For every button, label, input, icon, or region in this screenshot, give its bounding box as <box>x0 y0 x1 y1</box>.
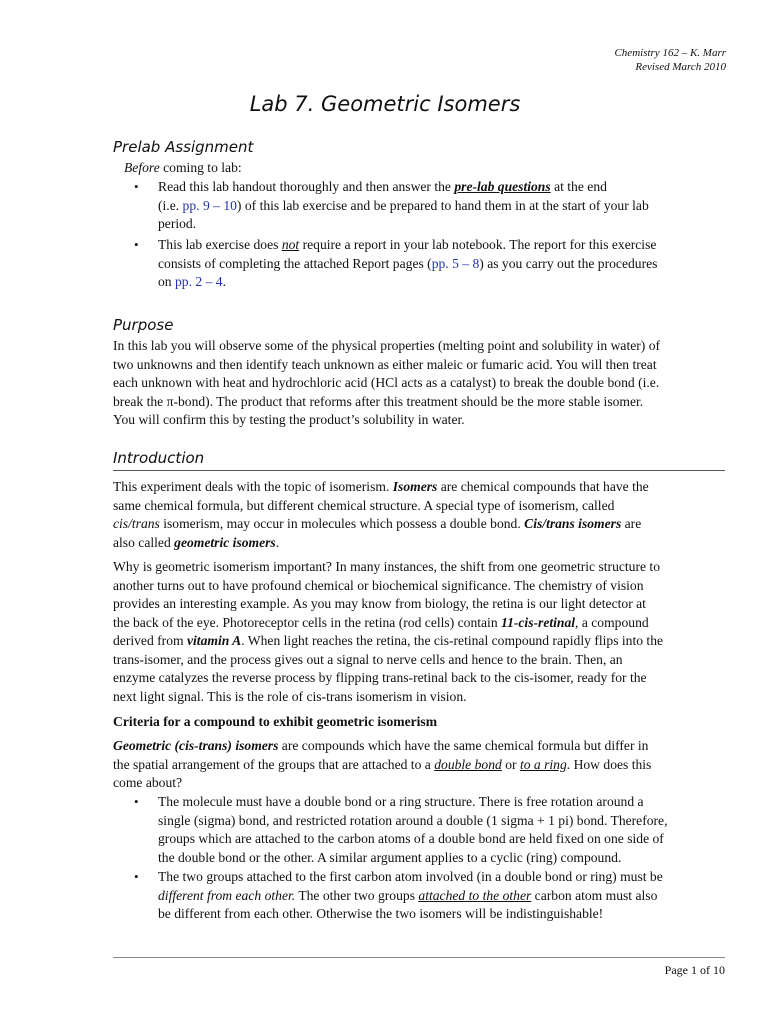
criteria-item-2: The two groups attached to the first carbon atom involved (in a double bond or ring) must be different from each other. The other two groups attached to the other carbon atom must also be different from each other. Otherwise the two isomers will be indistinguishable! <box>158 869 663 921</box>
criteria-item-1: The molecule must have a double bond or a ring structure. There is free rotation around a single (sigma) bond, and restricted rotation around a double (1 sigma + 1 pi) bond. Therefore, groups which are attached to the carbon atoms of a double bond are held fixed on one side of the double bond or the other. A similar argument applies to a cyclic (ring) compound. <box>158 794 668 865</box>
purpose-text: In this lab you will observe some of the physical properties (melting point and solubility in water) of two unknowns and then identify teach unknown as either maleic or fumaric acid. You will then treat each unknown with heat and hydrochloric acid (HCl acts as a catalyst) to break the double bond (i.e. break the π-bond). The product that reforms after this treatment should be the more stable isomer. You will confirm this by testing the product’s solubility in water. <box>113 338 661 427</box>
course-label: Chemistry 162 – K. Marr <box>614 47 726 59</box>
bullet-icon: • <box>134 869 139 884</box>
purpose-heading: Purpose <box>113 316 174 334</box>
intro-paragraph-1: This experiment deals with the topic of isomerism. Isomers are chemical compounds that have the same chemical formula, but different chemical structure. A special type of isomerism, called cis/trans isomerism, may occur in molecules which possess a double bond. Cis/trans isomers are also called geometric isomers. <box>113 479 649 550</box>
intro-paragraph-3: Geometric (cis-trans) isomers are compounds which have the same chemical formula but differ in the spatial arrangement of the groups that are attached to a double bond or to a ring. How does this come about? <box>113 738 652 790</box>
prelab-intro: Before coming to lab: <box>124 160 242 175</box>
prelab-item-2: This lab exercise does not require a report in your lab notebook. The report for this exercise consists of completing the attached Report pages (pp. 5 – 8) as you carry out the procedures on pp. 2 – 4. <box>158 237 658 289</box>
introduction-heading: Introduction <box>113 449 205 467</box>
footer-divider <box>113 957 725 958</box>
criteria-heading: Criteria for a compound to exhibit geometric isomerism <box>113 714 438 729</box>
intro-paragraph-2: Why is geometric isomerism important? In many instances, the shift from one geometric structure to another turns out to have profound chemical or biochemical significance. The chemistry of vision provides an interesting example. As you may know from biology, the retina is our light detector at the back of the eye. Photoreceptor cells in the retina (rod cells) contain 11-cis-retinal, a compound derived from vitamin A. When light reaches the retina, the cis-retinal compound rapidly flips into the trans-isomer, and the process gives out a signal to nerve cells and hence to the brain. Then, an enzyme catalyzes the reverse process by flipping trans-retinal back to the cis-isomer, ready for the next light signal. This is the role of cis-trans isomerism in vision. <box>113 559 664 704</box>
page-header <box>614 46 726 74</box>
bullet-icon: • <box>134 237 139 252</box>
bullet-icon: • <box>134 179 139 194</box>
prelab-item-1: Read this lab handout thoroughly and then answer the pre-lab questions at the end (i.e. pp. 9 – 10) of this lab exercise and be prepared to hand them in at the start of your lab period. <box>158 179 649 231</box>
page-number: Page 1 of 10 <box>664 963 725 977</box>
revision-label: Revised March 2010 <box>635 61 726 73</box>
page-title: Lab 7. Geometric Isomers <box>249 92 521 116</box>
page-link[interactable]: pp. 9 – 10 <box>182 197 237 213</box>
section-divider <box>113 470 725 471</box>
prelab-heading: Prelab Assignment <box>113 138 254 156</box>
page-link[interactable]: pp. 5 – 8 <box>431 255 480 271</box>
bullet-icon: • <box>134 794 139 809</box>
page-link[interactable]: pp. 2 – 4 <box>175 274 223 289</box>
